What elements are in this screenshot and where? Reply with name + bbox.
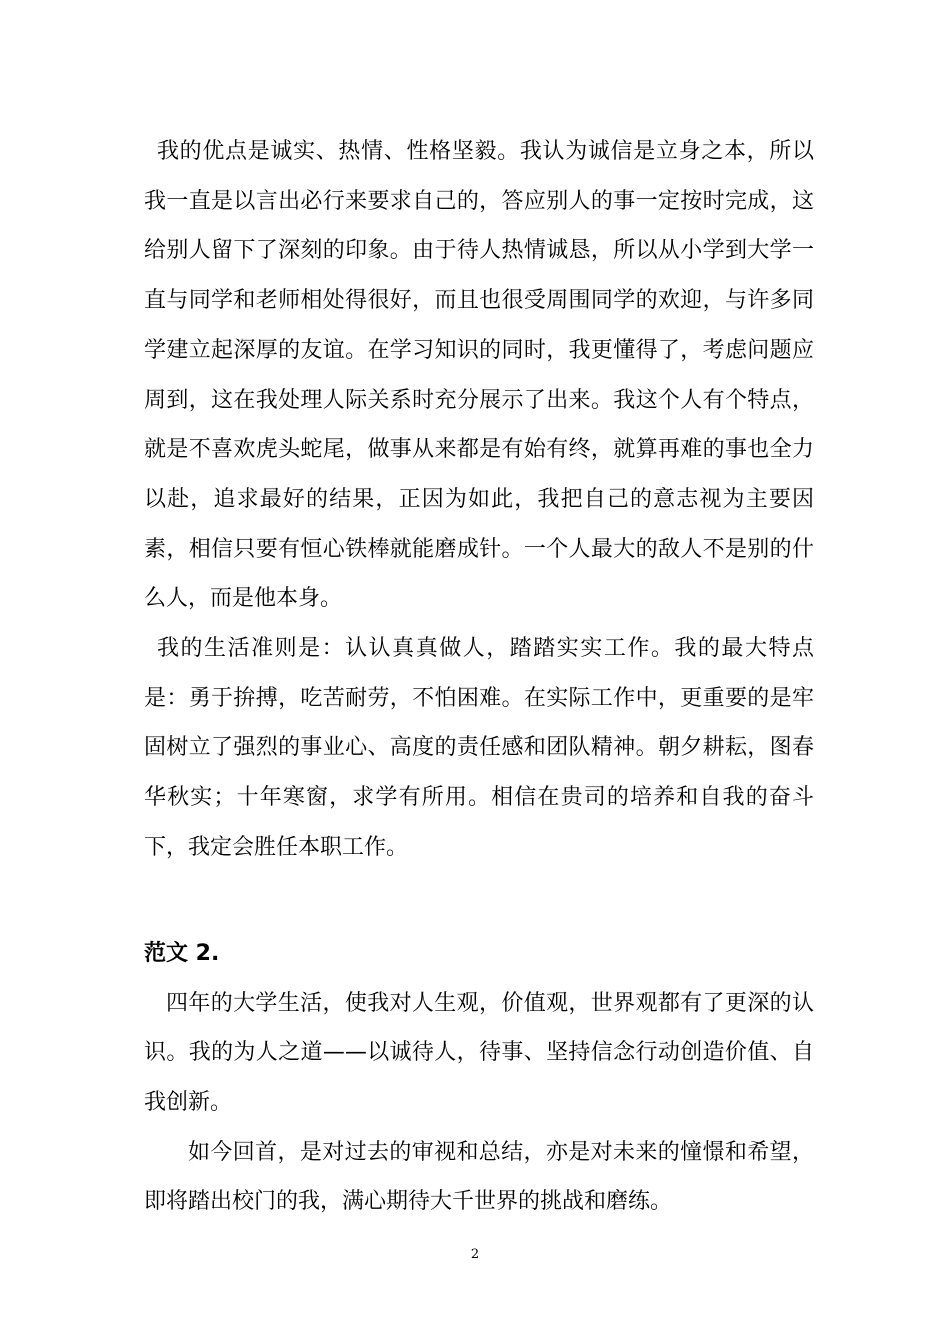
paragraph-university-life: 四年的大学生活，使我对人生观，价值观，世界观都有了更深的认识。我的为人之道——以诚待人，待事、坚持信念行动创造价值、自我创新。	[144, 990, 814, 1115]
section-heading: 范文 2.	[144, 940, 220, 966]
page-number: 2	[470, 1247, 480, 1262]
document-body	[144, 127, 814, 1226]
paragraph-life-principles: 我的生活准则是：认认真真做人，踏踏实实工作。我的最大特点是：勇于拚搏，吃苦耐劳，不怕困难。在实际工作中，更重要的是牢固树立了强烈的事业心、高度的责任感和团队精神。朝夕耕耘，图春华秋实；十年寒窗，求学有所用。相信在贵司的培养和自我的奋斗下，我定会胜任本职工作。	[144, 636, 814, 860]
paragraph-strengths: 我的优点是诚实、热情、性格坚毅。我认为诚信是立身之本，所以我一直是以言出必行来要求自己的，答应别人的事一定按时完成，这给别人留下了深刻的印象。由于待人热情诚恳，所以从小学到大学一直与同学和老师相处得很好，而且也很受周围同学的欢迎，与许多同学建立起深厚的友谊。在学习知识的同时，我更懂得了，考虑问题应周到，这在我处理人际关系时充分展示了出来。我这个人有个特点，就是不喜欢虎头蛇尾，做事从来都是有始有终，就算再难的事也全力以赴，追求最好的结果，正因为如此，我把自己的意志视为主要因素，相信只要有恒心铁棒就能磨成针。一个人最大的敌人不是别的什么人，而是他本身。	[144, 139, 814, 612]
paragraph-looking-back: 如今回首，是对过去的审视和总结，亦是对未来的憧憬和希望，即将踏出校门的我，满心期待大千世界的挑战和磨练。	[144, 1139, 814, 1214]
